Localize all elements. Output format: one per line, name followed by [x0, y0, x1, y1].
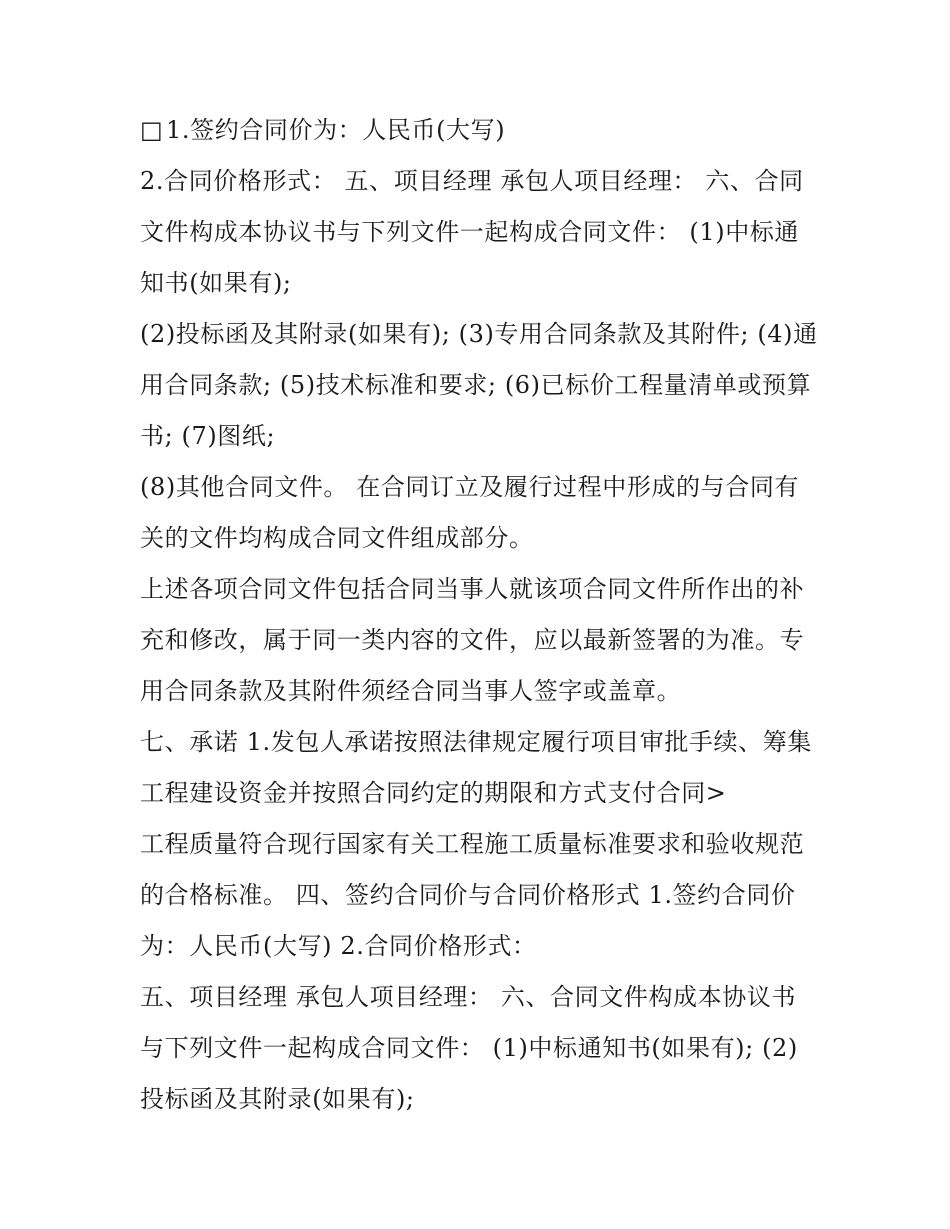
bullet-icon: □: [140, 116, 164, 144]
paragraph-6: 七、承诺 1.发包人承诺按照法律规定履行项目审批手续、筹集工程建设资金并按照合同约定的期限和方式支付合同>: [140, 728, 812, 807]
paragraph-3: (2)投标函及其附录(如果有); (3)专用合同条款及其附件; (4)通用合同条款; (5)技术标准和要求; (6)已标价工程量清单或预算书; (7)图纸;: [140, 320, 818, 450]
paragraph-1: [140, 105, 820, 156]
paragraph-8: 五、项目经理 承包人项目经理： 六、合同文件构成本协议书与下列文件一起构成合同文件： (1)中标通知书(如果有); (2)投标函及其附录(如果有);: [140, 983, 798, 1113]
paragraph-1-text: 1.签约合同价为：人民币(大写): [166, 116, 506, 144]
paragraph-7: 工程质量符合现行国家有关工程施工质量标准要求和验收规范的合格标准。 四、签约合同价与合同价格形式 1.签约合同价为：人民币(大写) 2.合同价格形式：: [140, 830, 805, 960]
paragraph-5: 上述各项合同文件包括合同当事人就该项合同文件所作出的补充和修改，属于同一类内容的文件，应以最新签署的为准。专用合同条款及其附件须经合同当事人签字或盖章。: [140, 575, 805, 705]
document-body: [140, 105, 820, 1125]
paragraph-4: (8)其他合同文件。 在合同订立及履行过程中形成的与合同有关的文件均构成合同文件组成部分。: [140, 473, 800, 552]
paragraph-2: 2.合同价格形式： 五、项目经理 承包人项目经理： 六、合同文件构成本协议书与下列文件一起构成合同文件： (1)中标通知书(如果有);: [140, 167, 804, 297]
